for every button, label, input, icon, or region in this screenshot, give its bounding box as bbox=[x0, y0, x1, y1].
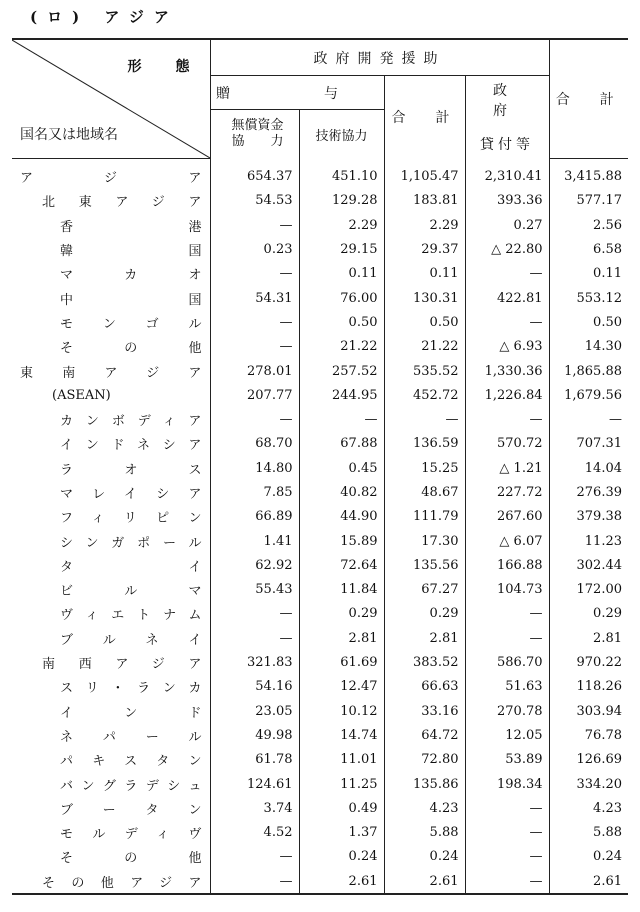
value-cell-loans: 586.70 bbox=[465, 650, 549, 674]
value-cell-gift-total: 2.61 bbox=[384, 869, 465, 894]
value-cell-grant: — bbox=[210, 845, 299, 869]
region-name: 香港 bbox=[60, 219, 202, 235]
table-row bbox=[12, 432, 628, 456]
value-cell-loans: 422.81 bbox=[465, 286, 549, 310]
region-name-cell bbox=[12, 383, 210, 407]
region-name-cell bbox=[12, 772, 210, 796]
value-cell-gift-total: 15.25 bbox=[384, 456, 465, 480]
region-name: その他 bbox=[60, 851, 202, 867]
region-name-cell bbox=[12, 310, 210, 334]
table-row bbox=[12, 189, 628, 213]
table-row bbox=[12, 626, 628, 650]
value-cell-gift-total: 0.11 bbox=[384, 262, 465, 286]
table-row bbox=[12, 237, 628, 261]
value-cell-total: 302.44 bbox=[549, 553, 628, 577]
value-cell-gift-total: 72.80 bbox=[384, 748, 465, 772]
region-name: ブルネイ bbox=[60, 632, 202, 648]
value-cell-loans: 270.78 bbox=[465, 699, 549, 723]
value-cell-grant: 61.78 bbox=[210, 748, 299, 772]
region-name-cell bbox=[12, 335, 210, 359]
value-cell-total: 379.38 bbox=[549, 505, 628, 529]
value-cell-gift-total: 21.22 bbox=[384, 335, 465, 359]
region-name-cell bbox=[12, 359, 210, 383]
region-name-cell bbox=[12, 699, 210, 723]
value-cell-grant: 23.05 bbox=[210, 699, 299, 723]
value-cell-total: 5.88 bbox=[549, 821, 628, 845]
value-cell-loans: — bbox=[465, 262, 549, 286]
value-cell-loans: △ 6.07 bbox=[465, 529, 549, 553]
region-name: その他 bbox=[60, 341, 202, 357]
region-name-cell bbox=[12, 158, 210, 189]
region-name: (ASEAN) bbox=[52, 387, 111, 403]
region-name-cell bbox=[12, 602, 210, 626]
value-cell-loans: △ 6.93 bbox=[465, 335, 549, 359]
region-name-cell bbox=[12, 505, 210, 529]
table-row bbox=[12, 821, 628, 845]
value-cell-total: 14.04 bbox=[549, 456, 628, 480]
value-cell-tech: 12.47 bbox=[299, 675, 384, 699]
value-cell-total: 1,679.56 bbox=[549, 383, 628, 407]
value-cell-loans: — bbox=[465, 869, 549, 894]
region-name: アジア bbox=[20, 171, 202, 187]
table-row bbox=[12, 578, 628, 602]
table-row bbox=[12, 650, 628, 674]
value-cell-loans: △ 22.80 bbox=[465, 237, 549, 261]
table-row bbox=[12, 748, 628, 772]
value-cell-tech: 15.89 bbox=[299, 529, 384, 553]
table-row bbox=[12, 213, 628, 237]
value-cell-gift-total: 130.31 bbox=[384, 286, 465, 310]
table-row bbox=[12, 335, 628, 359]
table-row bbox=[12, 675, 628, 699]
value-cell-total: 276.39 bbox=[549, 480, 628, 504]
value-cell-tech: 0.11 bbox=[299, 262, 384, 286]
value-cell-total: 76.78 bbox=[549, 723, 628, 747]
value-cell-gift-total: 2.81 bbox=[384, 626, 465, 650]
region-name-cell bbox=[12, 553, 210, 577]
value-cell-gift-total: 66.63 bbox=[384, 675, 465, 699]
value-cell-grant: 654.37 bbox=[210, 158, 299, 189]
value-cell-tech: 1.37 bbox=[299, 821, 384, 845]
table-row bbox=[12, 407, 628, 431]
table-row bbox=[12, 158, 628, 189]
value-cell-gift-total: 135.86 bbox=[384, 772, 465, 796]
loans-header-line1: 政 府 bbox=[493, 83, 549, 119]
loans-header-line2: 貸付等 bbox=[480, 137, 534, 153]
value-cell-loans: — bbox=[465, 310, 549, 334]
value-cell-tech: 76.00 bbox=[299, 286, 384, 310]
region-name: モンゴル bbox=[60, 316, 202, 332]
region-name-cell bbox=[12, 286, 210, 310]
value-cell-total: 2.56 bbox=[549, 213, 628, 237]
region-name: フィリピン bbox=[60, 511, 202, 527]
table-row bbox=[12, 480, 628, 504]
region-name-cell bbox=[12, 821, 210, 845]
value-cell-total: 707.31 bbox=[549, 432, 628, 456]
value-cell-loans: 570.72 bbox=[465, 432, 549, 456]
region-name: スリ・ランカ bbox=[60, 681, 202, 697]
corner-form-label: 形 態 bbox=[127, 59, 200, 75]
value-cell-tech: 0.50 bbox=[299, 310, 384, 334]
region-name: パキスタン bbox=[60, 754, 202, 770]
table-row bbox=[12, 869, 628, 894]
table-row bbox=[12, 286, 628, 310]
value-cell-tech: 29.15 bbox=[299, 237, 384, 261]
value-cell-tech: 10.12 bbox=[299, 699, 384, 723]
section-heading: (ロ) アジア bbox=[30, 8, 179, 26]
region-name-cell bbox=[12, 675, 210, 699]
value-cell-total: 553.12 bbox=[549, 286, 628, 310]
value-cell-grant: — bbox=[210, 869, 299, 894]
value-cell-grant: 54.16 bbox=[210, 675, 299, 699]
table-row bbox=[12, 723, 628, 747]
value-cell-tech: 2.61 bbox=[299, 869, 384, 894]
grant-aid-header-line2: 協 力 bbox=[231, 134, 284, 149]
value-cell-grant: 54.53 bbox=[210, 189, 299, 213]
table-row bbox=[12, 310, 628, 334]
value-cell-grant: 0.23 bbox=[210, 237, 299, 261]
region-name: モルディヴ bbox=[60, 827, 202, 843]
value-cell-tech: 451.10 bbox=[299, 158, 384, 189]
value-cell-tech: 21.22 bbox=[299, 335, 384, 359]
corner-header-cell bbox=[12, 39, 210, 158]
region-name-cell bbox=[12, 262, 210, 286]
value-cell-loans: 267.60 bbox=[465, 505, 549, 529]
value-cell-gift-total: 452.72 bbox=[384, 383, 465, 407]
region-name-cell bbox=[12, 845, 210, 869]
value-cell-grant: 4.52 bbox=[210, 821, 299, 845]
value-cell-tech: 72.64 bbox=[299, 553, 384, 577]
value-cell-grant: — bbox=[210, 602, 299, 626]
value-cell-tech: 67.88 bbox=[299, 432, 384, 456]
region-name-cell bbox=[12, 626, 210, 650]
table-row bbox=[12, 456, 628, 480]
region-name: タイ bbox=[60, 559, 202, 575]
region-name: シンガポール bbox=[60, 535, 202, 551]
value-cell-grant: — bbox=[210, 213, 299, 237]
value-cell-gift-total: 17.30 bbox=[384, 529, 465, 553]
gift-header: 贈 与 bbox=[210, 76, 384, 110]
value-cell-tech: 0.45 bbox=[299, 456, 384, 480]
region-name-cell bbox=[12, 237, 210, 261]
value-cell-loans: 12.05 bbox=[465, 723, 549, 747]
oda-header: 政府開発援助 bbox=[210, 39, 549, 76]
value-cell-tech: 61.69 bbox=[299, 650, 384, 674]
grant-aid-header bbox=[210, 110, 299, 159]
region-name: インド bbox=[60, 705, 202, 721]
value-cell-tech: 44.90 bbox=[299, 505, 384, 529]
region-name: ヴィエトナム bbox=[60, 608, 202, 624]
value-cell-total: 0.29 bbox=[549, 602, 628, 626]
value-cell-total: 1,865.88 bbox=[549, 359, 628, 383]
value-cell-grant: — bbox=[210, 335, 299, 359]
value-cell-tech: 2.29 bbox=[299, 213, 384, 237]
table-row bbox=[12, 505, 628, 529]
region-name-cell bbox=[12, 529, 210, 553]
table-row bbox=[12, 772, 628, 796]
value-cell-loans: — bbox=[465, 626, 549, 650]
value-cell-grant: — bbox=[210, 626, 299, 650]
value-cell-total: 118.26 bbox=[549, 675, 628, 699]
region-name-cell bbox=[12, 432, 210, 456]
region-name-cell bbox=[12, 213, 210, 237]
value-cell-tech: 11.25 bbox=[299, 772, 384, 796]
table-row bbox=[12, 845, 628, 869]
value-cell-loans: 1,330.36 bbox=[465, 359, 549, 383]
value-cell-total: 0.11 bbox=[549, 262, 628, 286]
value-cell-gift-total: 4.23 bbox=[384, 796, 465, 820]
value-cell-total: 2.81 bbox=[549, 626, 628, 650]
table-row bbox=[12, 699, 628, 723]
value-cell-grant: 14.80 bbox=[210, 456, 299, 480]
total-header: 合 計 bbox=[549, 39, 628, 158]
value-cell-loans: 53.89 bbox=[465, 748, 549, 772]
value-cell-total: 172.00 bbox=[549, 578, 628, 602]
value-cell-gift-total: 5.88 bbox=[384, 821, 465, 845]
value-cell-gift-total: 2.29 bbox=[384, 213, 465, 237]
region-name: 東南アジア bbox=[20, 365, 202, 381]
value-cell-tech: — bbox=[299, 407, 384, 431]
table-body bbox=[12, 158, 628, 894]
value-cell-total: 0.50 bbox=[549, 310, 628, 334]
value-cell-grant: — bbox=[210, 310, 299, 334]
region-name: 北東アジア bbox=[42, 195, 202, 211]
value-cell-gift-total: 135.56 bbox=[384, 553, 465, 577]
value-cell-gift-total: 0.24 bbox=[384, 845, 465, 869]
value-cell-loans: 0.27 bbox=[465, 213, 549, 237]
value-cell-grant: 55.43 bbox=[210, 578, 299, 602]
value-cell-tech: 14.74 bbox=[299, 723, 384, 747]
value-cell-total: 11.23 bbox=[549, 529, 628, 553]
value-cell-tech: 0.49 bbox=[299, 796, 384, 820]
value-cell-loans: — bbox=[465, 821, 549, 845]
value-cell-gift-total: 67.27 bbox=[384, 578, 465, 602]
value-cell-grant: 3.74 bbox=[210, 796, 299, 820]
value-cell-total: 577.17 bbox=[549, 189, 628, 213]
value-cell-total: 303.94 bbox=[549, 699, 628, 723]
value-cell-gift-total: 111.79 bbox=[384, 505, 465, 529]
value-cell-tech: 0.29 bbox=[299, 602, 384, 626]
value-cell-total: 126.69 bbox=[549, 748, 628, 772]
value-cell-tech: 40.82 bbox=[299, 480, 384, 504]
region-name-cell bbox=[12, 796, 210, 820]
value-cell-grant: 278.01 bbox=[210, 359, 299, 383]
region-name: インドネシア bbox=[60, 438, 202, 454]
region-name-cell bbox=[12, 748, 210, 772]
value-cell-gift-total: 33.16 bbox=[384, 699, 465, 723]
value-cell-loans: — bbox=[465, 796, 549, 820]
oda-asia-table bbox=[12, 38, 628, 895]
region-name: カンボディア bbox=[60, 414, 202, 430]
table-row bbox=[12, 602, 628, 626]
value-cell-gift-total: 29.37 bbox=[384, 237, 465, 261]
value-cell-total: 6.58 bbox=[549, 237, 628, 261]
value-cell-total: 970.22 bbox=[549, 650, 628, 674]
table-row bbox=[12, 529, 628, 553]
value-cell-tech: 0.24 bbox=[299, 845, 384, 869]
value-cell-grant: 68.70 bbox=[210, 432, 299, 456]
value-cell-loans: — bbox=[465, 602, 549, 626]
value-cell-gift-total: — bbox=[384, 407, 465, 431]
value-cell-grant: — bbox=[210, 407, 299, 431]
region-name: その他アジア bbox=[42, 875, 202, 891]
value-cell-loans: — bbox=[465, 407, 549, 431]
value-cell-total: 4.23 bbox=[549, 796, 628, 820]
region-name: 南西アジア bbox=[42, 657, 202, 673]
value-cell-total: 0.24 bbox=[549, 845, 628, 869]
value-cell-grant: — bbox=[210, 262, 299, 286]
table-row bbox=[12, 796, 628, 820]
region-name-cell bbox=[12, 407, 210, 431]
region-name-cell bbox=[12, 723, 210, 747]
region-name: マカオ bbox=[60, 268, 202, 284]
value-cell-grant: 49.98 bbox=[210, 723, 299, 747]
value-cell-loans: 166.88 bbox=[465, 553, 549, 577]
value-cell-grant: 7.85 bbox=[210, 480, 299, 504]
grant-aid-header-line1: 無償資金 bbox=[231, 118, 284, 133]
region-name: マレイシア bbox=[60, 487, 202, 502]
value-cell-tech: 2.81 bbox=[299, 626, 384, 650]
value-cell-grant: 66.89 bbox=[210, 505, 299, 529]
region-name-cell bbox=[12, 650, 210, 674]
value-cell-gift-total: 383.52 bbox=[384, 650, 465, 674]
region-name-cell bbox=[12, 480, 210, 504]
value-cell-total: 3,415.88 bbox=[549, 158, 628, 189]
value-cell-grant: 1.41 bbox=[210, 529, 299, 553]
table-row bbox=[12, 262, 628, 286]
value-cell-total: 334.20 bbox=[549, 772, 628, 796]
value-cell-loans: 393.36 bbox=[465, 189, 549, 213]
value-cell-gift-total: 183.81 bbox=[384, 189, 465, 213]
value-cell-loans: 1,226.84 bbox=[465, 383, 549, 407]
value-cell-grant: 54.31 bbox=[210, 286, 299, 310]
value-cell-loans: 2,310.41 bbox=[465, 158, 549, 189]
value-cell-loans: 51.63 bbox=[465, 675, 549, 699]
value-cell-grant: 321.83 bbox=[210, 650, 299, 674]
value-cell-tech: 244.95 bbox=[299, 383, 384, 407]
value-cell-gift-total: 1,105.47 bbox=[384, 158, 465, 189]
table-row bbox=[12, 359, 628, 383]
value-cell-total: 2.61 bbox=[549, 869, 628, 894]
value-cell-gift-total: 136.59 bbox=[384, 432, 465, 456]
value-cell-loans: 227.72 bbox=[465, 480, 549, 504]
gift-subtotal-header: 合 計 bbox=[384, 76, 465, 159]
region-name: ブータン bbox=[60, 802, 202, 818]
value-cell-gift-total: 48.67 bbox=[384, 480, 465, 504]
table-row bbox=[12, 383, 628, 407]
corner-region-label: 国名又は地域名 bbox=[20, 126, 118, 143]
region-name-cell bbox=[12, 189, 210, 213]
region-name-cell bbox=[12, 456, 210, 480]
value-cell-gift-total: 0.29 bbox=[384, 602, 465, 626]
value-cell-tech: 129.28 bbox=[299, 189, 384, 213]
value-cell-loans: — bbox=[465, 845, 549, 869]
value-cell-grant: 62.92 bbox=[210, 553, 299, 577]
region-name-cell bbox=[12, 578, 210, 602]
region-name-cell bbox=[12, 869, 210, 894]
region-name: ラオス bbox=[60, 462, 202, 478]
region-name: 韓国 bbox=[60, 244, 202, 260]
value-cell-total: — bbox=[549, 407, 628, 431]
value-cell-loans: 104.73 bbox=[465, 578, 549, 602]
loans-header bbox=[465, 76, 549, 159]
value-cell-tech: 11.01 bbox=[299, 748, 384, 772]
value-cell-gift-total: 535.52 bbox=[384, 359, 465, 383]
value-cell-gift-total: 0.50 bbox=[384, 310, 465, 334]
value-cell-total: 14.30 bbox=[549, 335, 628, 359]
value-cell-loans: 198.34 bbox=[465, 772, 549, 796]
region-name: ビルマ bbox=[60, 584, 202, 600]
region-name: ネパール bbox=[60, 729, 202, 745]
region-name: 中国 bbox=[60, 292, 202, 308]
value-cell-grant: 124.61 bbox=[210, 772, 299, 796]
table-row bbox=[12, 553, 628, 577]
value-cell-tech: 257.52 bbox=[299, 359, 384, 383]
value-cell-loans: △ 1.21 bbox=[465, 456, 549, 480]
value-cell-grant: 207.77 bbox=[210, 383, 299, 407]
region-name: バングラデシュ bbox=[60, 778, 202, 794]
value-cell-gift-total: 64.72 bbox=[384, 723, 465, 747]
value-cell-tech: 11.84 bbox=[299, 578, 384, 602]
technical-header: 技術協力 bbox=[299, 110, 384, 159]
